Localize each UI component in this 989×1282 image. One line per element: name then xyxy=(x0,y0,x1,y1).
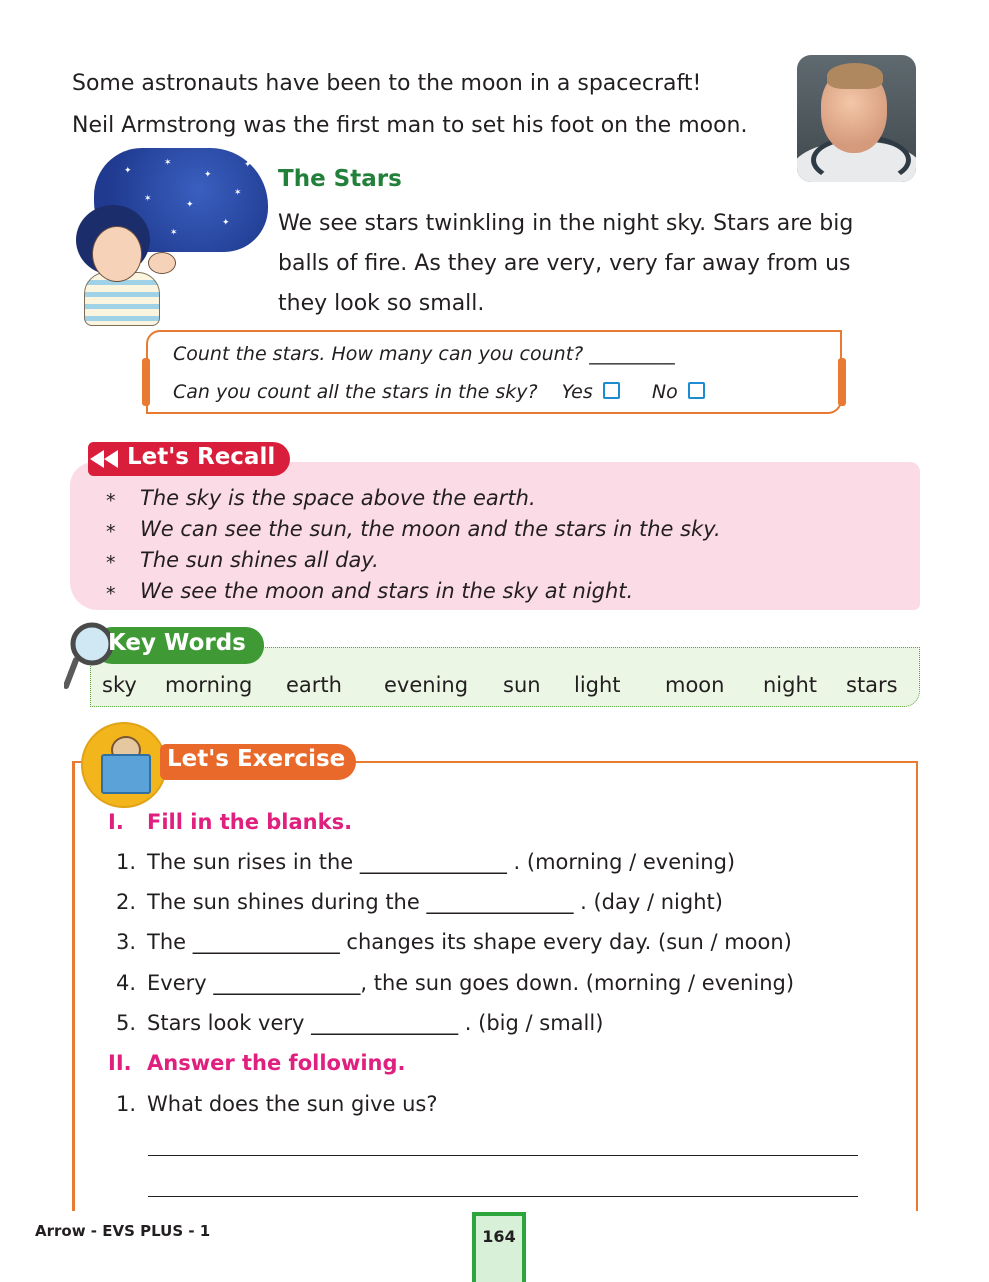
key-word-moon: moon xyxy=(665,673,725,697)
exercise-frame-right xyxy=(916,761,918,1211)
key-words-title: Key Words xyxy=(108,630,246,656)
answer-line-2[interactable] xyxy=(148,1196,858,1197)
stars-line-2: balls of fire. As they are very, very far away from us xyxy=(278,251,851,276)
fill-num-3: 3. xyxy=(115,930,136,954)
count-question-2-text: Can you count all the stars in the sky? xyxy=(173,381,538,403)
recall-bullet-4: * xyxy=(106,583,116,605)
answer-num-1: 1. xyxy=(115,1092,136,1116)
exercise-title: Let's Exercise xyxy=(167,746,346,772)
no-checkbox[interactable] xyxy=(688,382,705,399)
stars-line-3: they look so small. xyxy=(278,291,485,316)
child-face-image xyxy=(92,226,142,282)
fill-num-4: 4. xyxy=(115,971,136,995)
fill-num-1: 1. xyxy=(115,850,136,874)
key-word-light: light xyxy=(574,673,621,697)
recall-item-4: We see the moon and stars in the sky at night. xyxy=(140,579,634,603)
fill-question-2: The sun shines during the ______________ . (day / night) xyxy=(147,890,723,914)
astronaut-photo xyxy=(797,55,916,182)
recall-item-1: The sky is the space above the earth. xyxy=(140,486,536,510)
reading-child-icon xyxy=(81,722,167,808)
key-word-sky: sky xyxy=(102,673,137,697)
child-hand-image xyxy=(148,252,176,274)
page-number: 164 xyxy=(482,1227,516,1246)
yes-label: Yes xyxy=(561,381,593,403)
page-number-box xyxy=(472,1212,526,1282)
night-sky-cloud-image: ✦ ✶ ✦ ✶ ✶ ✦ ✦ ✦ ✶ xyxy=(94,148,268,252)
key-word-evening: evening xyxy=(384,673,469,697)
recall-bullet-2: * xyxy=(106,521,116,543)
section-2-label: II. xyxy=(108,1051,132,1075)
recall-item-2: We can see the sun, the moon and the stars in the sky. xyxy=(140,517,721,541)
rewind-icon xyxy=(90,450,118,468)
recall-item-3: The sun shines all day. xyxy=(140,548,379,572)
exercise-frame-left xyxy=(72,761,75,1211)
recall-bullet-3: * xyxy=(106,552,116,574)
intro-line-1: Some astronauts have been to the moon in a spacecraft! xyxy=(72,71,702,96)
recall-title: Let's Recall xyxy=(127,444,276,470)
key-word-morning: morning xyxy=(165,673,253,697)
count-question-2 xyxy=(173,381,705,403)
key-word-night: night xyxy=(763,673,818,697)
fill-question-5: Stars look very ______________ . (big / small) xyxy=(147,1011,604,1035)
key-word-stars: stars xyxy=(846,673,898,697)
fill-question-1: The sun rises in the ______________ . (morning / evening) xyxy=(147,850,736,874)
intro-line-2: Neil Armstrong was the first man to set his foot on the moon. xyxy=(72,113,748,138)
section-1-title: Fill in the blanks. xyxy=(147,810,353,834)
fill-num-5: 5. xyxy=(115,1011,136,1035)
fill-num-2: 2. xyxy=(115,890,136,914)
section-1-label: I. xyxy=(108,810,124,834)
section-2-title: Answer the following. xyxy=(147,1051,406,1075)
answer-question-1: What does the sun give us? xyxy=(147,1092,438,1116)
fill-question-4: Every ______________, the sun goes down. (morning / evening) xyxy=(147,971,795,995)
no-label: No xyxy=(651,381,678,403)
fill-question-3: The ______________ changes its shape every day. (sun / moon) xyxy=(147,930,792,954)
count-question-1: Count the stars. How many can you count? _________ xyxy=(173,343,675,365)
stars-title: The Stars xyxy=(278,166,402,192)
recall-bullet-1: * xyxy=(106,490,116,512)
key-word-earth: earth xyxy=(286,673,342,697)
answer-line-1[interactable] xyxy=(148,1155,858,1156)
yes-checkbox[interactable] xyxy=(603,382,620,399)
stars-line-1: We see stars twinkling in the night sky. Stars are big xyxy=(278,211,854,236)
book-title: Arrow - EVS PLUS - 1 xyxy=(35,1222,211,1240)
key-word-sun: sun xyxy=(503,673,541,697)
